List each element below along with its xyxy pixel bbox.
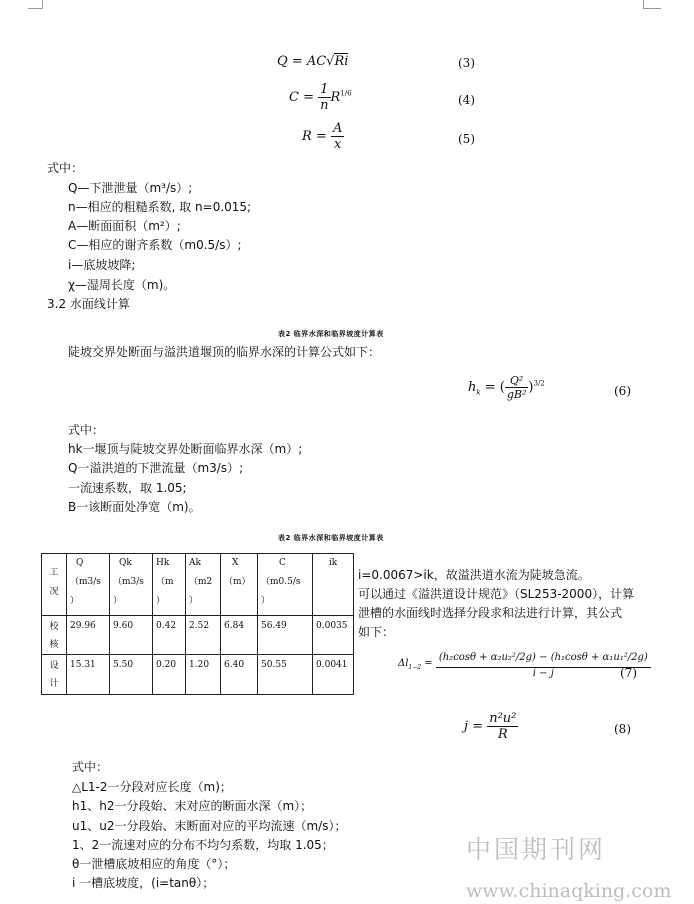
table-cell: 6.84 — [221, 616, 258, 655]
header-qk-line3: ） — [113, 596, 123, 606]
header-hk-line2: （m — [156, 577, 174, 587]
header-c-line1: C — [279, 558, 286, 568]
right-text-line-3: 泄槽的水面线时选择分段求和法进行计算，其公式 — [358, 606, 623, 620]
formula-8-number: (8) — [614, 722, 631, 736]
formula-8-denominator: R — [497, 727, 508, 742]
where3-line-alpha: 1、2一流速对应的分布不均匀系数，均取 1.05； — [72, 838, 334, 852]
formula-6-subscript: k — [476, 388, 481, 397]
critical-depth-table — [41, 553, 354, 695]
crop-mark-top-left-h — [28, 8, 43, 9]
header-qk — [110, 554, 153, 616]
formula-6: $h_k$ = ( $\frac{\text{Q²}}{\text{gB²}}$ )$^{3/2}$ — [468, 374, 545, 401]
header-hk-line3: ） — [156, 596, 166, 606]
formula-3-lhs: Q = AC — [277, 54, 327, 69]
table-cell: 9.60 — [110, 616, 153, 655]
table-caption-1: 表2 临界水深和临界坡度计算表 — [278, 330, 384, 338]
table-cell: 56.49 — [258, 616, 313, 655]
formula-4-exponent: 1/6 — [340, 89, 352, 98]
table-cell: 5.50 — [110, 655, 153, 695]
where1-line-chi: χ—湿周长度（m)。 — [68, 278, 176, 292]
crop-mark-top-left-v — [42, 0, 43, 8]
formula-7-number: (7) — [620, 666, 637, 680]
table-cell: 6.40 — [221, 655, 258, 695]
where3-line-i: i 一槽底坡度，(i=tanθ）； — [72, 876, 215, 890]
formula-5-denominator: x — [333, 137, 342, 152]
formula-4-r: R — [330, 90, 341, 105]
row-label — [42, 616, 67, 655]
table-cell: 1.20 — [186, 655, 221, 695]
where2-line-q: Q一溢洪道的下泄流量（m3/s）; — [68, 461, 244, 475]
formula-7-lhs: Δl — [398, 658, 409, 669]
header-ak-line3: ） — [189, 596, 199, 606]
header-q-line3: ） — [70, 596, 80, 606]
table-cell: 50.55 — [258, 655, 313, 695]
row-label-line1: 设 — [49, 661, 59, 671]
row-label-line1: 校 — [49, 622, 59, 632]
table-cell: 2.52 — [186, 616, 221, 655]
table-cell: 15.31 — [67, 655, 110, 695]
table-row — [42, 655, 354, 695]
formula-6-denominator: gB² — [506, 388, 527, 401]
header-q-line2: （m3/s — [70, 577, 101, 587]
header-ak-line1: Ak — [189, 558, 201, 568]
header-q — [67, 554, 110, 616]
where1-line-a: A—断面面积（m²）; — [68, 219, 181, 233]
header-x-line1: X — [232, 558, 239, 568]
header-condition-line2: 况 — [49, 587, 59, 597]
formula-7: $\Delta l_{1-2}$ = $\frac{\text{(h₂cosθ + α₂u₂²/2g) − (h₁cosθ + α₁u₁²/2g)}}{i - j}$ — [398, 648, 651, 679]
formula-3-radicand: Ri — [334, 54, 349, 69]
formula-4-lhs: C = — [289, 90, 314, 105]
where1-line-q: Q—下泄泄量（m³/s）; — [68, 181, 193, 195]
where3-line-h: h1、h2一分段始、末对应的断面水深（m）； — [72, 799, 313, 813]
crop-mark-top-right-h — [643, 8, 661, 9]
where3-line-u: u1、u2一分段始、末断面对应的平均流速（m/s）； — [72, 819, 347, 833]
header-condition — [42, 554, 67, 616]
header-ik-line1: ik — [328, 558, 338, 568]
header-condition-line1: 工 — [49, 568, 59, 578]
formula-8 — [464, 711, 518, 742]
where3-line-theta: θ一泄槽底坡相应的角度（°）； — [72, 857, 236, 871]
intro-paragraph: 陡坡交界处断面与溢洪道堰顶的临界水深的计算公式如下： — [68, 345, 381, 359]
header-x-line2: （m） — [224, 577, 251, 587]
where2-line-hk: hk一堰顶与陡坡交界处断面临界水深（m）; — [68, 442, 303, 456]
table-cell: 0.42 — [153, 616, 186, 655]
table-caption-2: 表2 临界水深和临界坡度计算表 — [278, 534, 384, 542]
row-label-line2: 核 — [49, 640, 59, 650]
formula-3: Q = AC√Ri — [277, 54, 349, 69]
table-header-row — [42, 554, 354, 616]
watermark-url: www.chinaqking.com — [466, 880, 672, 902]
formula-4-numerator: 1 — [318, 82, 330, 98]
where2-line-b: B一该断面处净宽（m)。 — [68, 500, 201, 514]
crop-mark-top-right-v — [643, 0, 644, 8]
table-cell: 29.96 — [67, 616, 110, 655]
formula-6-numerator: Q² — [505, 374, 529, 388]
formula-7-denominator: i − j — [532, 668, 554, 679]
formula-8-lhs: j = — [464, 719, 484, 734]
header-ak — [186, 554, 221, 616]
where1-line-n: n—相应的粗糙系数, 取 n=0.015; — [68, 200, 252, 214]
header-c-line2: （m0.5/s — [261, 577, 301, 587]
formula-7-numerator: (h₂cosθ + α₂u₂²/2g) − (h₁cosθ + α₁u₁²/2g) — [436, 648, 651, 668]
where1-line-c: C—相应的谢齐系数（m0.5/s）; — [68, 238, 242, 252]
row-label-line2: 计 — [49, 679, 59, 689]
formula-5-number: (5) — [458, 132, 475, 146]
formula-5-numerator: A — [332, 121, 343, 136]
table-cell: 0.0041 — [313, 655, 354, 695]
where1-line-i: i—底坡坡降; — [68, 258, 136, 272]
formula-4-denominator: n — [320, 98, 329, 113]
where3-line-dl: △L1-2一分段对应长度（m)； — [72, 780, 232, 794]
formula-7-subscript: 1−2 — [408, 664, 422, 671]
header-qk-line2: （m3/s — [113, 577, 144, 587]
header-hk-line1: Hk — [156, 558, 170, 568]
formula-4 — [289, 82, 352, 113]
header-hk — [153, 554, 186, 616]
right-text-line-1: i=0.0067>ik，故溢洪道水流为陡坡急流。 — [358, 568, 590, 582]
formula-6-exponent: 3/2 — [533, 379, 545, 388]
where3-heading: 式中： — [72, 760, 109, 774]
right-text-line-4: 如下： — [358, 625, 395, 639]
table-row — [42, 616, 354, 655]
row-label — [42, 655, 67, 695]
watermark-site-name: 中国期刊网 — [466, 835, 607, 864]
header-q-line1: Q — [76, 558, 84, 568]
table-cell: 0.0035 — [313, 616, 354, 655]
where2-line-alpha: 一流速系数，取 1.05; — [68, 481, 187, 495]
formula-8-numerator: n²u² — [489, 711, 517, 726]
header-ak-line2: （m2 — [189, 577, 213, 587]
header-x — [221, 554, 258, 616]
header-c — [258, 554, 313, 616]
formula-6-lhs: h — [468, 380, 477, 395]
formula-6-number: (6) — [614, 384, 631, 398]
header-c-line3: ） — [261, 596, 271, 606]
formula-5-lhs: R = — [302, 129, 327, 144]
header-ik — [313, 554, 354, 616]
formula-5 — [302, 121, 344, 152]
formula-4-number: (4) — [458, 93, 475, 107]
section-heading: 3.2 水面线计算 — [47, 297, 130, 311]
where2-heading: 式中： — [68, 423, 105, 437]
where1-heading: 式中： — [47, 161, 84, 175]
right-text-line-2: 可以通过《溢洪道设计规范》（SL253-2000），计算 — [358, 587, 635, 601]
header-qk-line1: Qk — [119, 558, 132, 568]
formula-3-number: (3) — [458, 56, 475, 70]
table-cell: 0.20 — [153, 655, 186, 695]
